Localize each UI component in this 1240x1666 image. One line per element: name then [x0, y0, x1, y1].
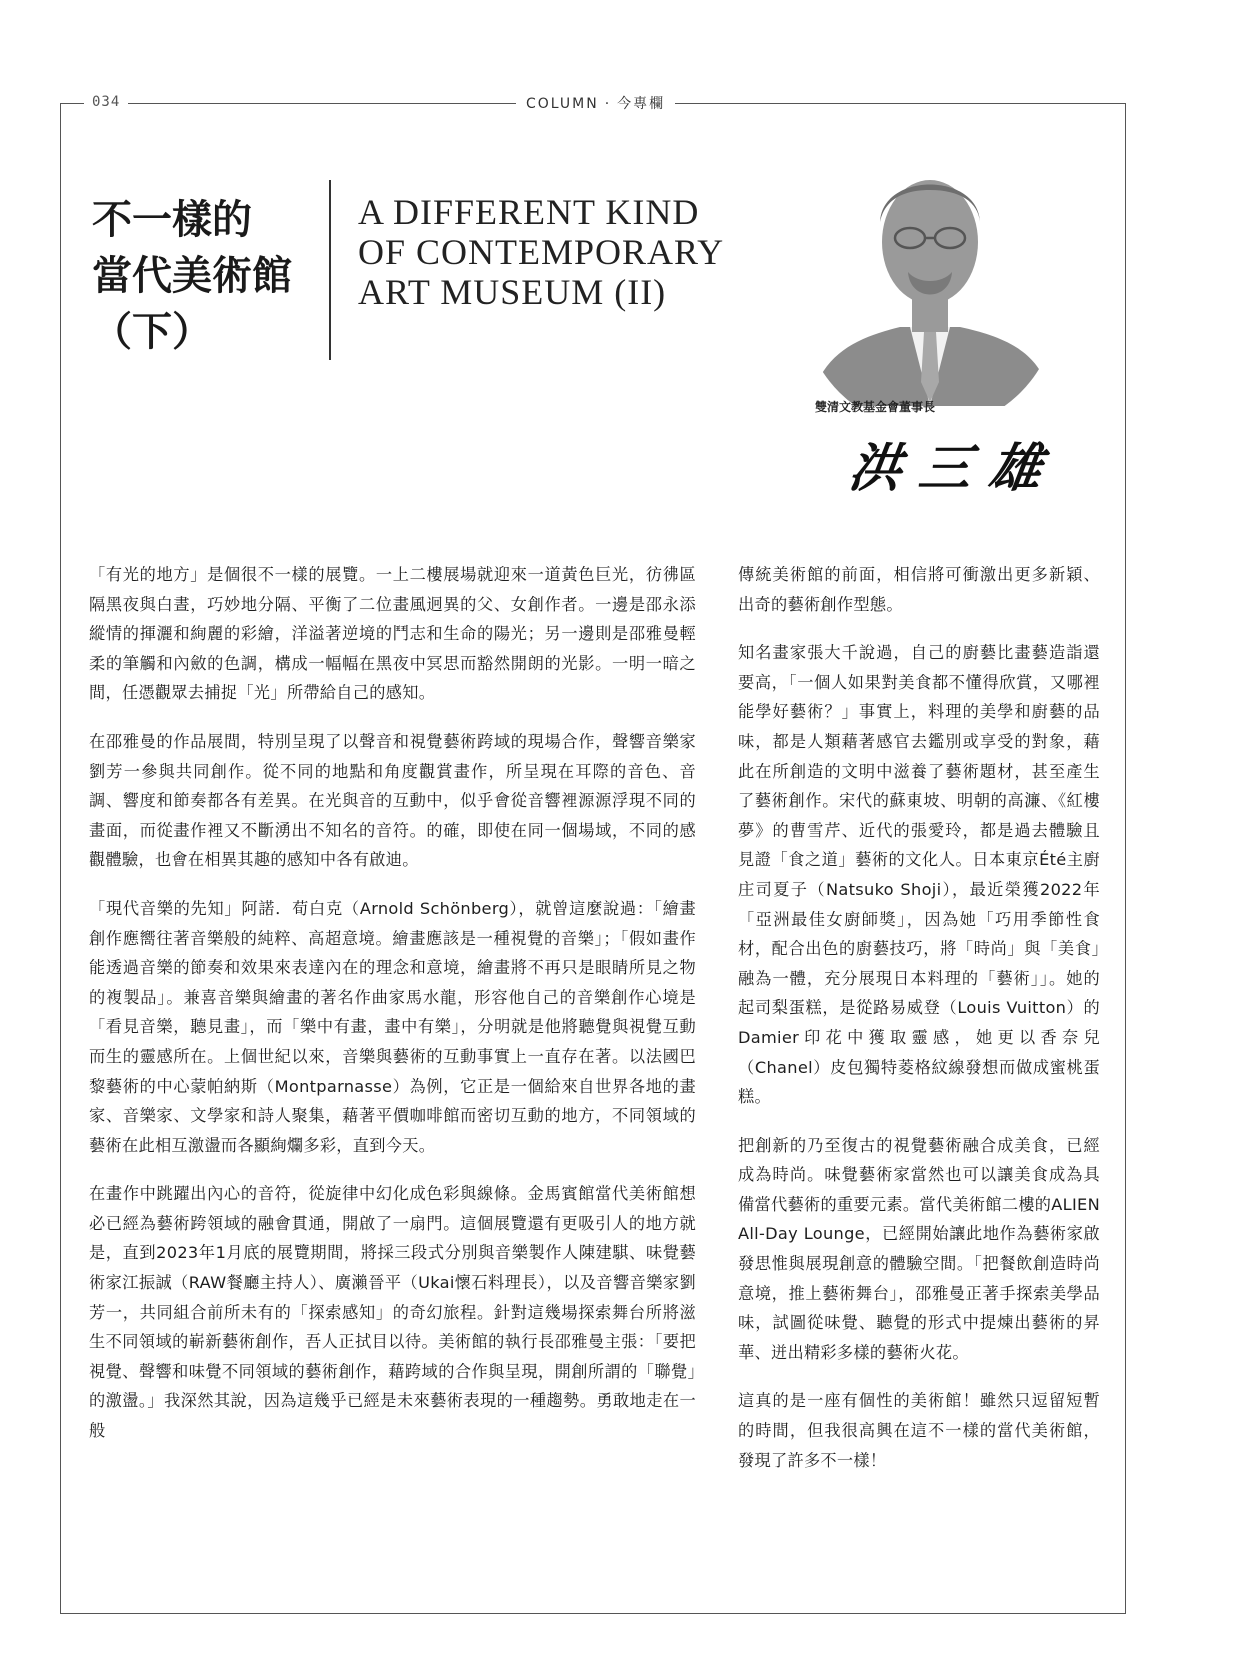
running-header	[0, 90, 1240, 116]
title-en-line: ART MUSEUM (II)	[358, 272, 667, 312]
body-paragraph: 知名畫家張大千說過，自己的廚藝比畫藝造詣還要高，「一個人如果對美食都不懂得欣賞，又哪裡能學好藝術？」事實上，料理的美學和廚藝的品味，都是人類藉著感官去鑑別或享受的對象，藉此在所創造的文明中滋養了藝術題材，甚至產生了藝術創作。宋代的蘇東坡、明朝的高濂、《紅樓夢》的曹雪芹、近代的張愛玲，都是過去體驗且見證「食之道」藝術的文化人。日本東京Été主廚庄司夏子（Natsuko Shoji），最近榮獲2022年「亞洲最佳女廚師獎」，因為她「巧用季節性食材，配合出色的廚藝技巧，將「時尚」與「美食」融為一體，充分展現日本料理的「藝術」」。她的起司梨蛋糕，是從路易威登（Louis Vuitton）的Damier印花中獲取靈感，她更以香奈兒（Chanel）皮包獨特菱格紋線發想而做成蜜桃蛋糕。	[738, 643, 1100, 1107]
body-paragraph: 「現代音樂的先知」阿諾．荀白克（Arnold Schönberg），就曾這麼說過：「繪畫創作應嚮往著音樂般的純粹、高超意境。繪畫應該是一種視覺的音樂」；「假如畫作能透過音樂的節奏和效果來表達內在的理念和意境，繪畫將不再只是眼睛所見之物的複製品」。兼喜音樂與繪畫的著名作曲家馬水龍，形容他自己的音樂創作心境是「看見音樂，聽見畫」，而「樂中有畫，畫中有樂」，分明就是他將聽覺與視覺互動而生的靈感所在。上個世紀以來，音樂與藝術的互動事實上一直存在著。以法國巴黎藝術的中心蒙帕納斯（Montparnasse）為例，它正是一個給來自世界各地的畫家、音樂家、文學家和詩人聚集，藉著平價咖啡館而密切互動的地方，不同領域的藝術在此相互激盪而各顯絢爛多彩，直到今天。	[89, 898, 696, 1155]
title-english	[358, 192, 725, 312]
author-role: 雙清文教基金會董事長	[815, 400, 936, 414]
body-paragraph: 在邵雅曼的作品展間，特別呈現了以聲音和視覺藝術跨域的現場合作，聲響音樂家劉芳一參與共同創作。從不同的地點和角度觀賞畫作，所呈現在耳際的音色、音調、響度和節奏都各有差異。在光與音的互動中，似乎會從音響裡源源浮現不同的畫面，而從畫作裡又不斷湧出不知名的音符。的確，即使在同一個場域，不同的感觀體驗，也會在相異其趣的感知中各有啟迪。	[89, 731, 696, 870]
title-zh-line: 不一樣的	[92, 196, 252, 243]
title-en-line: OF CONTEMPORARY	[358, 232, 725, 272]
body-column-right	[738, 560, 1100, 1494]
author-portrait	[800, 152, 1060, 406]
title-zh-line: （下）	[92, 308, 212, 355]
body-column-left	[89, 560, 696, 1465]
column-label-zh: 今專欄	[617, 96, 666, 112]
title-divider	[329, 180, 331, 360]
title-zh-line: 當代美術館	[92, 252, 292, 299]
body-paragraph: 傳統美術館的前面，相信將可衝激出更多新穎、出奇的藝術創作型態。	[738, 565, 1100, 614]
author-signature: 洪三雄	[845, 438, 1064, 499]
separator-dot: ·	[604, 96, 612, 112]
column-label-en: COLUMN	[526, 96, 599, 112]
title-en-line: A DIFFERENT KIND	[358, 192, 700, 232]
body-paragraph: 把創新的乃至復古的視覺藝術融合成美食，已經成為時尚。味覺藝術家當然也可以讓美食成為具備當代藝術的重要元素。當代美術館二樓的ALIEN All-Day Lounge，已經開始讓此地作為藝術家啟發思惟與展現創意的體驗空間。「把餐飲創造時尚意境，推上藝術舞台」，邵雅曼正著手探索美學品味，試圖從味覺、聽覺的形式中提煉出藝術的昇華、迸出精彩多樣的藝術火花。	[738, 1135, 1100, 1362]
body-paragraph: 這真的是一座有個性的美術館！雖然只逗留短暫的時間，但我很高興在這不一樣的當代美術館，發現了許多不一樣！	[738, 1391, 1100, 1470]
body-paragraph: 在畫作中跳躍出內心的音符，從旋律中幻化成色彩與線條。金馬賓館當代美術館想必已經為藝術跨領域的融會貫通，開啟了一扇門。這個展覽還有更吸引人的地方就是，直到2023年1月底的展覽期間，將採三段式分別與音樂製作人陳建騏、味覺藝術家江振誠（RAW餐廳主持人）、廣瀨晉平（Ukai懷石料理長），以及音響音樂家劉芳一，共同組合前所未有的「探索感知」的奇幻旅程。針對這幾場探索舞台所將滋生不同領域的嶄新藝術創作，吾人正拭目以待。美術館的執行長邵雅曼主張：「要把視覺、聲響和味覺不同領域的藝術創作，藉跨域的合作與呈現，開創所謂的「聯覺」的激盪。」我深然其說，因為這幾乎已經是未來藝術表現的一種趨勢。勇敢地走在一般	[89, 1184, 696, 1441]
page-number: 034	[84, 94, 128, 110]
column-label	[516, 93, 675, 113]
body-paragraph: 「有光的地方」是個很不一樣的展覽。一上二樓展場就迎來一道黃色巨光，彷彿區隔黑夜與白晝，巧妙地分隔、平衡了二位畫風迥異的父、女創作者。一邊是邵永添縱情的揮灑和絢麗的彩繪，洋溢著逆境的鬥志和生命的陽光；另一邊則是邵雅曼輕柔的筆觸和內斂的色調，構成一幅幅在黑夜中冥思而豁然開朗的光影。一明一暗之間，任憑觀眾去捕捉「光」所帶給自己的感知。	[89, 565, 696, 703]
title-chinese	[92, 192, 322, 360]
